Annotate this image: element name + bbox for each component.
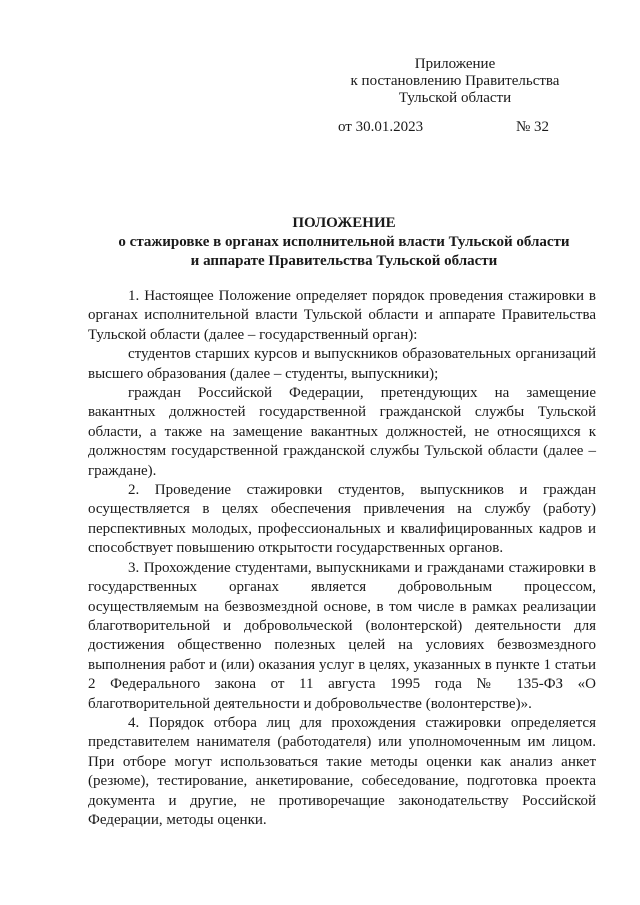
decree-date: от 30.01.2023	[338, 119, 424, 135]
appendix-header	[340, 56, 570, 107]
title-line-2: о стажировке в органах исполнительной власти Тульской области	[118, 234, 570, 250]
title-line-3: и аппарате Правительства Тульской области	[190, 253, 498, 269]
paragraph-1-item-citizens: граждан Российской Федерации, претендующих на замещение вакантных должностей государственной гражданской службы Тульской области, а также на замещение вакантных должностей, не относящихся к должностям государственной гражданской службы Тульской области (далее – граждане).	[88, 385, 596, 479]
appendix-line-1: Приложение	[414, 56, 496, 72]
paragraph-3: 3. Прохождение студентами, выпускниками и гражданами стажировки в государственных органах является добровольным процессом, осуществляемым на безвозмездной основе, в том числе в рамках реализации благотворительной и добровольческой (волонтерской) деятельности для достижения общественно полезных целей на условиях безвозмездного выполнения работ и (или) оказания услуг в целях, указанных в пункте 1 статьи 2 Федерального закона от 11 августа 1995 года № 135-ФЗ «О благотворительной деятельности и добровольчестве (волонтерстве)».	[88, 559, 596, 712]
paragraph-1-item-students: студентов старших курсов и выпускников образовательных организаций высшего образования (далее – студенты, выпускники);	[88, 346, 596, 382]
appendix-line-3: Тульской области	[398, 90, 512, 106]
decree-number: № 32	[516, 119, 550, 135]
appendix-line-2: к постановлению Правительства	[350, 73, 560, 89]
paragraph-4: 4. Порядок отбора лиц для прохождения стажировки определяется представителем нанимателя (работодателя) или уполномоченным им лицом. При отборе могут использоваться такие методы оценки как анализ анкет (резюме), тестирование, анкетирование, собеседование, подготовка проекта документа и другие, не противоречащие законодательству Российской Федерации, методы оценки.	[88, 714, 596, 828]
document-title	[60, 214, 628, 271]
paragraph-1: 1. Настоящее Положение определяет порядок проведения стажировки в органах исполнительной власти Тульской области и аппарате Правительства Тульской области (далее – государственный орган):	[88, 288, 596, 343]
document-body	[88, 287, 596, 830]
paragraph-2: 2. Проведение стажировки студентов, выпускников и граждан осуществляется в целях обеспечения привлечения на службу (работу) перспективных молодых, профессиональных и квалифицированных кадров и способствует повышению открытости государственных органов.	[88, 482, 596, 557]
title-heading: ПОЛОЖЕНИЕ	[292, 215, 396, 231]
